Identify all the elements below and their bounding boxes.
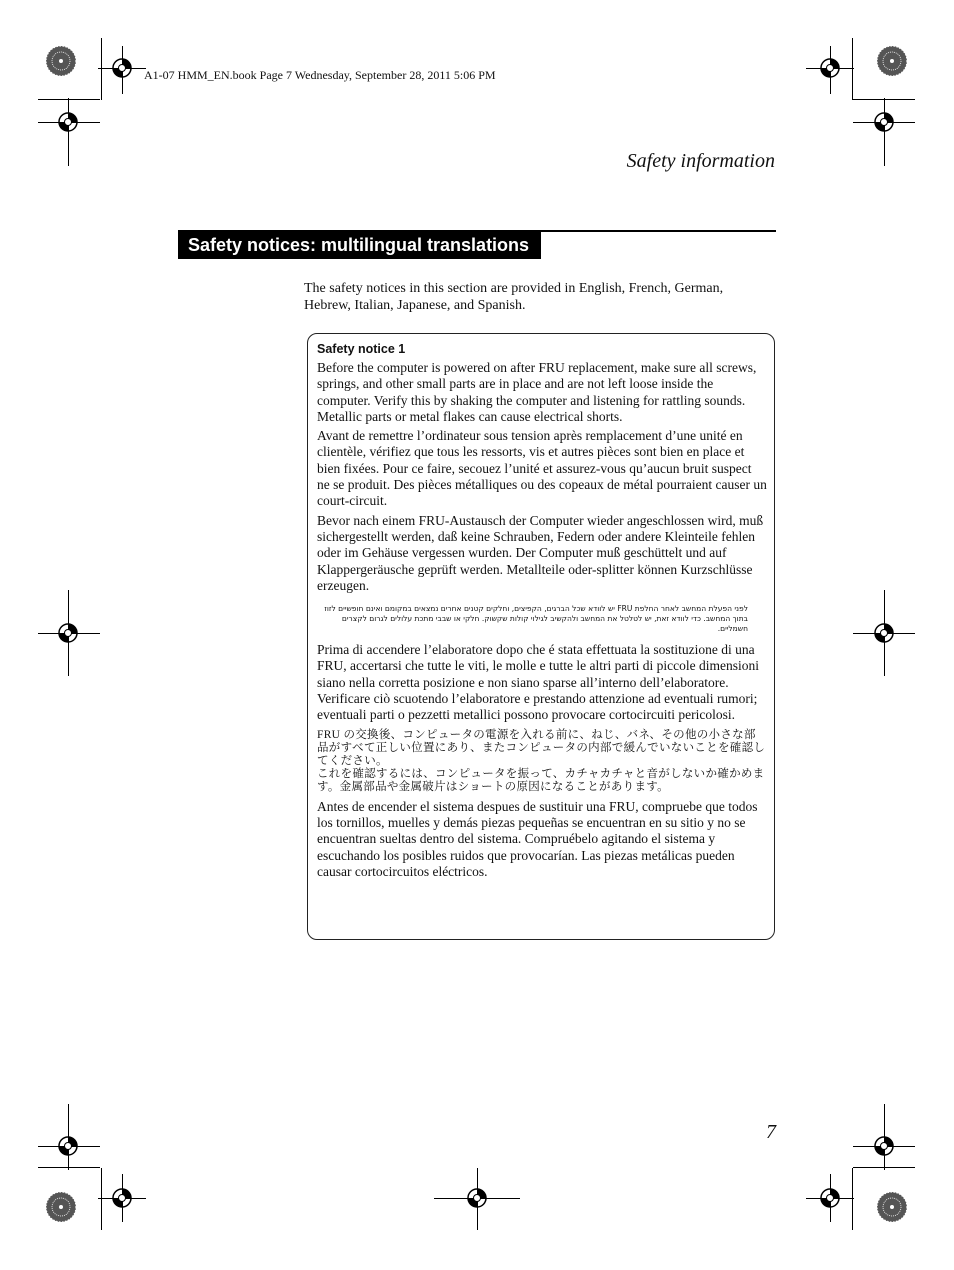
star-target-icon	[876, 1191, 908, 1223]
registration-target-icon	[111, 1187, 133, 1209]
crop-mark	[38, 99, 100, 100]
notice-german: Bevor nach einem FRU-Austausch der Computer wieder angeschlossen wird, muß sichergestellt werden, daß keine Schrauben, Federn oder andere Kleinteile fehlen oder im Gehäuse vergessen wurden. Der Computer muß geschüttelt und auf Klappergeräusche geprüft werden. Metallteile oder-splitter können Kurzschlüsse erzeugen.	[317, 512, 764, 593]
crop-mark	[38, 1167, 100, 1168]
safety-notice-box	[307, 333, 775, 940]
running-header: Safety information	[626, 150, 775, 172]
notice-english: Before the computer is powered on after FRU replacement, make sure all screws, springs, and other small parts are in place and are not left loose inside the computer. Verify this by shaking the computer and listening for rattling sounds. Metallic parts or metal flakes can cause electrical shorts.	[317, 360, 757, 424]
registration-target-icon	[819, 1187, 841, 1209]
registration-target-icon	[57, 622, 79, 644]
registration-target-icon	[111, 57, 133, 79]
notice-hebrew: לפני הפעלת המחשב לאחר החלפת FRU יש לוודא שכל הברגים, הקפיצים, וחלקים קטנים אחרים נמצאים במקומם ואינם חופשיים לזוז בתוך המחשב. כדי לוודא זאת, יש לטלטל את המחשב ולהקשיב לגילוי קולות שקשוק. חלקי או שבבי מתכת עלולים לגרום לקצרים חשמליים.	[324, 604, 748, 634]
star-target-icon	[876, 45, 908, 77]
notice-japanese-line-1: FRU の交換後、コンピュータの電源を入れる前に、ねじ、バネ、その他の小さな部品がすべて正しい位置にあり、またコンピュータの内部で緩んでいないことを確認してください。	[317, 728, 766, 767]
print-job-info: A1-07 HMM_EN.book Page 7 Wednesday, September 28, 2011 5:06 PM	[144, 68, 496, 82]
intro-paragraph: The safety notices in this section are provided in English, French, German, Hebrew, Italian, Japanese, and Spanish.	[304, 281, 724, 313]
registration-target-icon	[819, 57, 841, 79]
notice-japanese-line-2: これを確認するには、コンピュータを振って、カチャカチャと音がしないか確かめます。金属部品や金属破片はショートの原因になることがあります。	[317, 767, 765, 793]
notice-french: Avant de remettre l’ordinateur sous tension après remplacement d’une unité en clientèle, vérifiez que tous les ressorts, vis et autres pièces sont bien en place et bien fixées. Pour ce faire, secouez l’unité et assurez-vous qu’aucun bruit suspect ne se produit. Des pièces métalliques ou des copeaux de métal pourraient causer un court-circuit.	[317, 428, 767, 509]
notice-title: Safety notice 1	[317, 342, 406, 356]
crop-mark	[852, 38, 853, 100]
registration-target-icon	[873, 111, 895, 133]
registration-target-icon	[466, 1187, 488, 1209]
crop-mark	[101, 38, 102, 100]
star-target-icon	[45, 45, 77, 77]
notice-italian: Prima di accendere l’elaboratore dopo che é stata effettuata la sostituzione di una FRU, accertarsi che tutte le viti, le molle e tutte le altri parti di piccole dimensioni siano nella corretta posizione e non siano sparse all’interno dell’elaboratore. Verificare ciò scuotendo l’elaboratore e prestando attenzione ad eventuali rumori; eventuali parti o pezzetti metallici possono provocare cortocircuiti pericolosi.	[317, 642, 759, 723]
registration-target-icon	[873, 622, 895, 644]
registration-target-icon	[57, 1135, 79, 1157]
section-title: Safety notices: multilingual translations	[178, 232, 541, 259]
crop-mark	[852, 1168, 853, 1230]
page-number: 7	[766, 1121, 776, 1143]
star-target-icon	[45, 1191, 77, 1223]
registration-target-icon	[57, 111, 79, 133]
notice-japanese	[317, 729, 767, 794]
notice-spanish: Antes de encender el sistema despues de sustituir una FRU, compruebe que todos los tornillos, muelles y demás piezas pequeñas se encuentran en su sitio y no se encuentran sueltas dentro del sistema. Compruébelo agitando el sistema y escuchando los posibles ruidos que provocarían. Las piezas metálicas pueden causar cortocircuitos eléctricos.	[317, 798, 758, 879]
crop-mark	[101, 1168, 102, 1230]
registration-target-icon	[873, 1135, 895, 1157]
